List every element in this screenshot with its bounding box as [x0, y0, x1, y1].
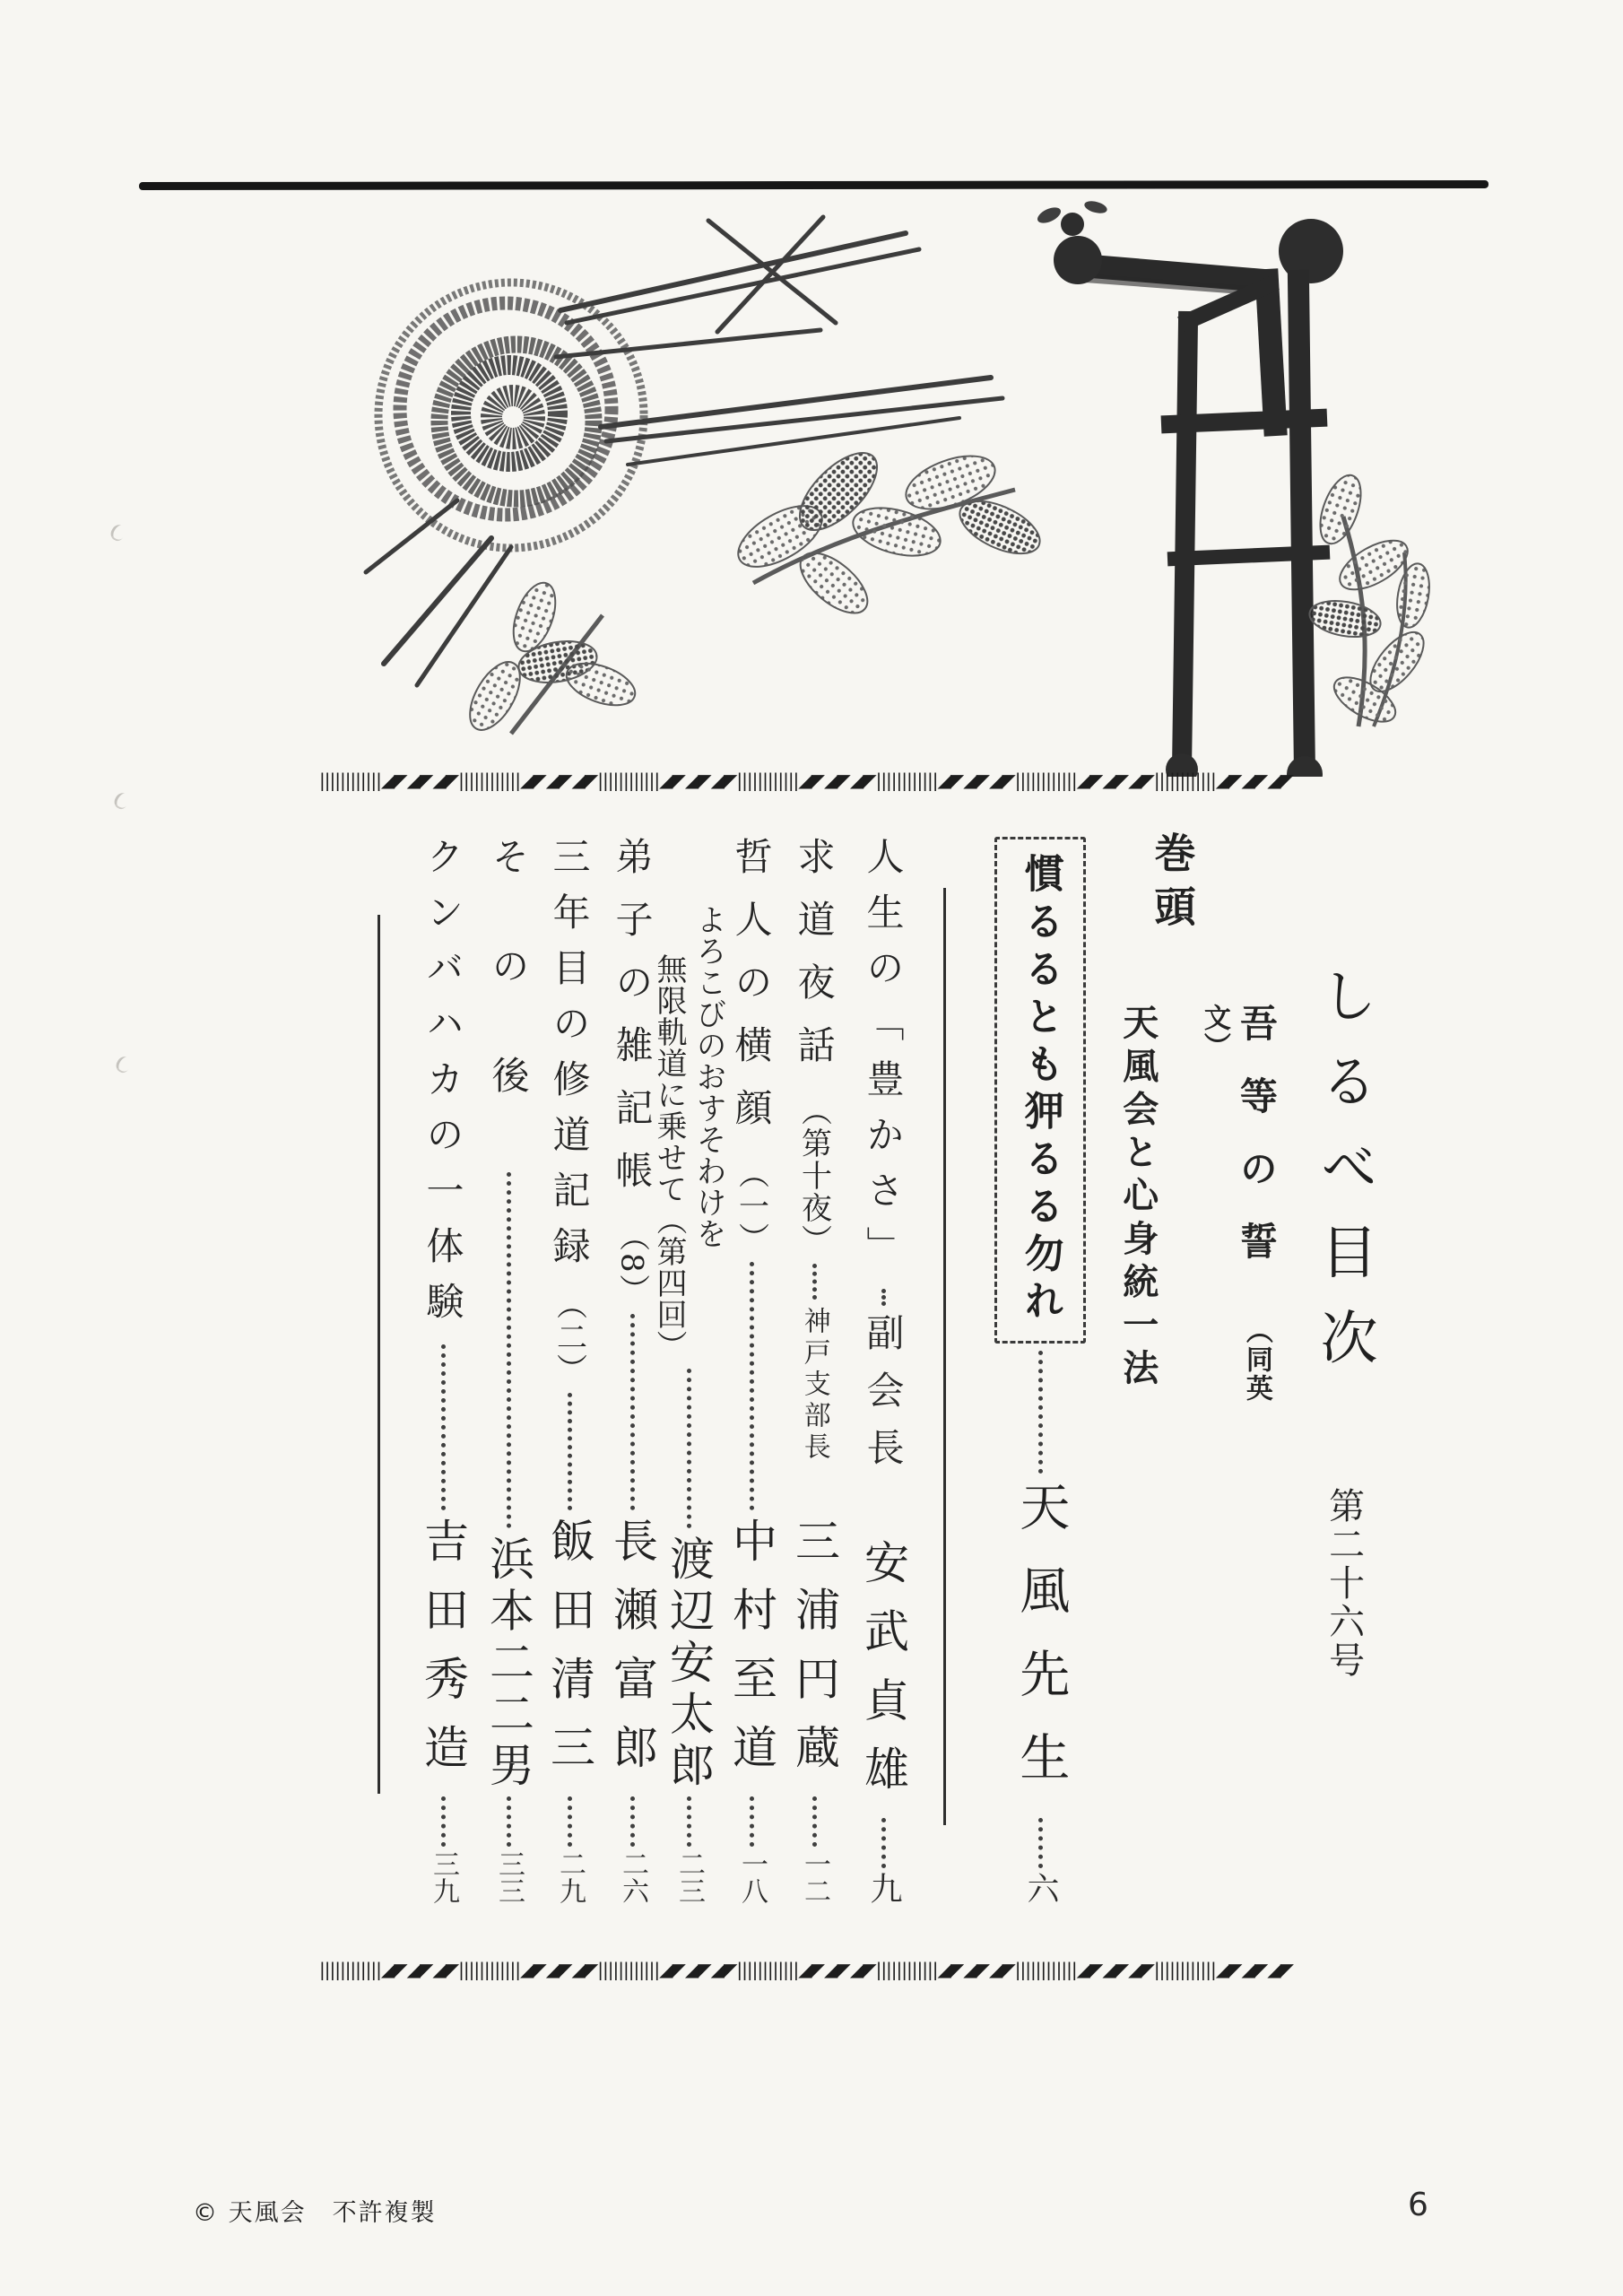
- leader-dots: [812, 1264, 817, 1300]
- article-title-line2: 無限軌道に乗せて（第四回）: [651, 953, 687, 1361]
- article-title: [548, 837, 590, 1386]
- kantou-item-method: 天風会と心身統一法: [1116, 1004, 1159, 1393]
- needle-rays: [366, 217, 1002, 685]
- page-number: 三九: [428, 1850, 459, 1904]
- article-title-line1: よろこびのおすそわけを: [690, 904, 727, 1249]
- featured-page-number: 六: [1022, 1872, 1059, 1904]
- featured-author: 天風先生: [1011, 1481, 1071, 1814]
- leader-dots: [441, 1344, 446, 1510]
- page-number: 二六: [617, 1850, 648, 1904]
- author-name: 中村至道: [725, 1518, 777, 1793]
- leader-dots: [750, 1796, 754, 1847]
- page-number: 一二: [799, 1850, 830, 1904]
- author-role: 副会長: [861, 1313, 906, 1486]
- kantou-item-oath-title: 吾等の誓: [1234, 1004, 1279, 1294]
- article-title: [611, 837, 653, 1307]
- page-number: 三三: [493, 1850, 525, 1904]
- margin-smudge: [114, 1055, 134, 1075]
- leader-dots: [881, 1818, 886, 1868]
- article-subtitle: （第十夜）: [795, 1095, 832, 1257]
- article-title-text: 求道夜話: [792, 837, 837, 1088]
- author-name: 長瀬富郎: [606, 1518, 658, 1793]
- masthead-title: しるべ目次: [1310, 966, 1377, 1394]
- page-number: 九: [865, 1872, 902, 1904]
- article-title-text: 弟子の雑記帳: [610, 837, 655, 1213]
- article-title: [793, 837, 835, 1257]
- leaf-sprig-right: [1306, 470, 1430, 731]
- footer-copyright: © 天風会 不許複製: [193, 2199, 437, 2227]
- leader-dots: [1038, 1818, 1043, 1868]
- leader-dots: [750, 1262, 754, 1510]
- article-column: [852, 837, 915, 1904]
- divider-rule: [943, 888, 946, 1825]
- decorative-border: ||||||||||||◢◤◢◤◢◤||||||||||||◢◤◢◤◢◤||||||||||||◢◤◢◤◢◤||||||||||||◢◤◢◤◢◤||||||||||||◢◤◢◤◢◤||||||||||||◢◤◢◤◢◤||||||||||||◢◤◢◤◢◤: [319, 770, 1294, 791]
- author-name: 浜本二二男: [482, 1535, 534, 1793]
- page-number: 二三: [673, 1850, 705, 1904]
- leader-dots: [1038, 1351, 1043, 1474]
- author-role: 神戸支部長: [798, 1307, 830, 1465]
- leader-dots: [687, 1369, 691, 1528]
- article-column: [412, 837, 474, 1904]
- leader-dots: [881, 1289, 886, 1306]
- article-column: [601, 837, 664, 1904]
- article-title-text: 人生の「豊かさ」: [861, 837, 906, 1282]
- leader-dots: [630, 1314, 635, 1511]
- featured-article-box: [994, 837, 1086, 1344]
- author-name: 渡辺安太郎: [663, 1535, 715, 1793]
- divider-rule: [378, 915, 380, 1794]
- article-column: [783, 837, 846, 1904]
- kantou-items: [1117, 1004, 1278, 1434]
- page-number: 一八: [736, 1850, 768, 1904]
- leader-dots: [507, 1172, 511, 1528]
- leader-dots: [687, 1796, 691, 1847]
- article-title: [862, 837, 904, 1282]
- margin-smudge: [108, 523, 128, 544]
- article-column: [538, 837, 601, 1904]
- kantou-item-oath-note: （同英文）: [1198, 1004, 1272, 1403]
- featured-article-column: [991, 837, 1089, 1904]
- leader-dots: [441, 1796, 446, 1847]
- decorative-border: ||||||||||||◢◤◢◤◢◤||||||||||||◢◤◢◤◢◤||||||||||||◢◤◢◤◢◤||||||||||||◢◤◢◤◢◤||||||||||||◢◤◢◤◢◤||||||||||||◢◤◢◤◢◤||||||||||||◢◤◢◤◢◤: [319, 1959, 1294, 1980]
- footer-page-number: 6: [1408, 2187, 1428, 2223]
- author-name: 三浦円蔵: [788, 1518, 840, 1793]
- leaf-branch: [728, 440, 1047, 624]
- leader-dots: [812, 1796, 817, 1847]
- article-column: [477, 837, 540, 1904]
- article-title: [487, 837, 529, 1165]
- article-title-text: その後: [486, 837, 531, 1165]
- author-name: 安武貞雄: [857, 1539, 909, 1814]
- margin-smudge: [112, 791, 132, 812]
- kantou-item-oath: [1193, 1004, 1278, 1434]
- leader-dots: [568, 1393, 572, 1510]
- masthead: [1311, 966, 1376, 1863]
- author-name: 飯田清三: [543, 1518, 595, 1793]
- issue-number: 第二十六号: [1323, 1487, 1365, 1681]
- header-ink-illustration: [332, 196, 1430, 777]
- scan-edge-artifact: [139, 180, 1488, 190]
- article-title: [421, 837, 464, 1337]
- kantou-label: 巻頭: [1148, 831, 1197, 939]
- leader-dots: [507, 1796, 511, 1847]
- leader-dots: [568, 1796, 572, 1847]
- article-title-text: クンバハカの一体験: [421, 837, 465, 1337]
- page-number: 二九: [554, 1850, 586, 1904]
- article-subtitle: （二）: [551, 1289, 587, 1386]
- article-subtitle: （一）: [733, 1158, 769, 1255]
- leaf-sprig-lower: [460, 578, 641, 738]
- author-name: 吉田秀造: [417, 1518, 469, 1793]
- leader-dots: [630, 1796, 635, 1847]
- article-title-text: 三年目の修道記録: [547, 837, 592, 1282]
- article-title-text: 哲人の横顔: [729, 837, 774, 1151]
- featured-article-title: 慣るるとも狎るる勿れ: [1017, 853, 1063, 1327]
- sun-scribble: [378, 283, 644, 548]
- figure-drawing: [1035, 199, 1343, 777]
- article-subtitle: （8）: [613, 1221, 650, 1307]
